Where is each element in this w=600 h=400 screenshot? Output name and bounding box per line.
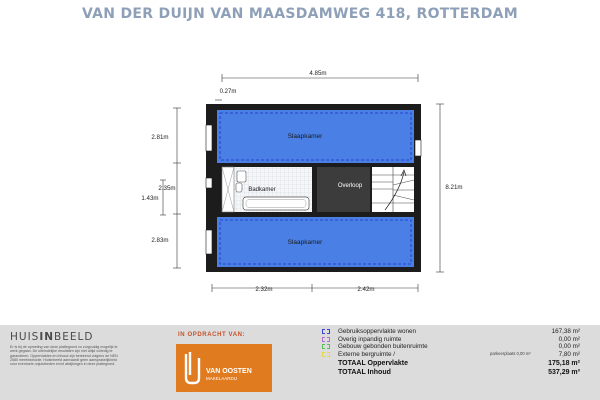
window-right-top [415,140,421,156]
dim-wall-offset: 0.27m [219,89,237,95]
legend-row: Externe bergruimte / parkeerplaats 0,00 m² 7,80 m² [318,351,586,359]
legend [318,328,586,377]
room-label-bottom-bedroom: Slaapkamer [287,239,323,246]
dim-left-inner: 1.43m [141,195,159,202]
legend-row: Gebouw gebonden buitenruimte 0,00 m² [318,343,586,351]
total-row: TOTAAL Oppervlakte 175,18 m² [338,360,580,367]
room-landing [317,167,370,212]
legend-row: Overig inpandig ruimte 0,00 m² [318,336,586,344]
dim-bottom-left: 2.32m [255,286,273,293]
window-left-bottom [206,230,212,254]
dim-left-middle: 2.35m [158,185,176,192]
room-label-bathroom: Badkamer [248,187,276,193]
agent-subtitle: MAKELAARDIJ [206,376,238,381]
dim-overall-width: 4.85m [309,70,327,77]
total-row: TOTAAL Inhoud 537,29 m³ [338,368,580,376]
sink [237,171,246,182]
bathtub [243,197,309,210]
page-title: VAN DER DUIJN VAN MAASDAMWEG 418, ROTTERDAM [81,6,519,22]
agent-name: VAN OOSTEN [206,368,252,375]
dim-left-bottom: 2.83m [151,237,169,244]
disclaimer-text: Er is bij de opmeting van deze plattegrond zo zorgvuldig mogelijk te werk gegaan. De uiteindelijke resultaten zijn niet altijd volledig te garanderen. Oppervlaktes en inhoud zijn berekend volgens de NEN 2580 meetinstructie. Huisinbeeld aanvaardt geen aansprakelijkheid voor eventuele onjuistheden en/of afwijkingen in deze plattegrond. [10,345,118,367]
brand-logo: HUISINBEELD [10,331,94,343]
commission-label: IN OPDRACHT VAN: [178,332,246,338]
footer [0,325,600,400]
staircase [372,167,414,212]
room-label-landing: Overloop [337,183,363,189]
window-left-top [206,125,212,151]
room-label-top-bedroom: Slaapkamer [287,133,323,140]
dim-bottom-right: 2.42m [357,286,375,293]
agent-logo [176,344,272,392]
window-left-middle [206,178,212,188]
legend-row: Gebruiksoppervlakte wonen 167,38 m² [318,328,586,336]
dim-right-depth: 8.21m [445,184,463,191]
toilet [236,183,242,192]
dim-left-top: 2.81m [151,134,169,141]
